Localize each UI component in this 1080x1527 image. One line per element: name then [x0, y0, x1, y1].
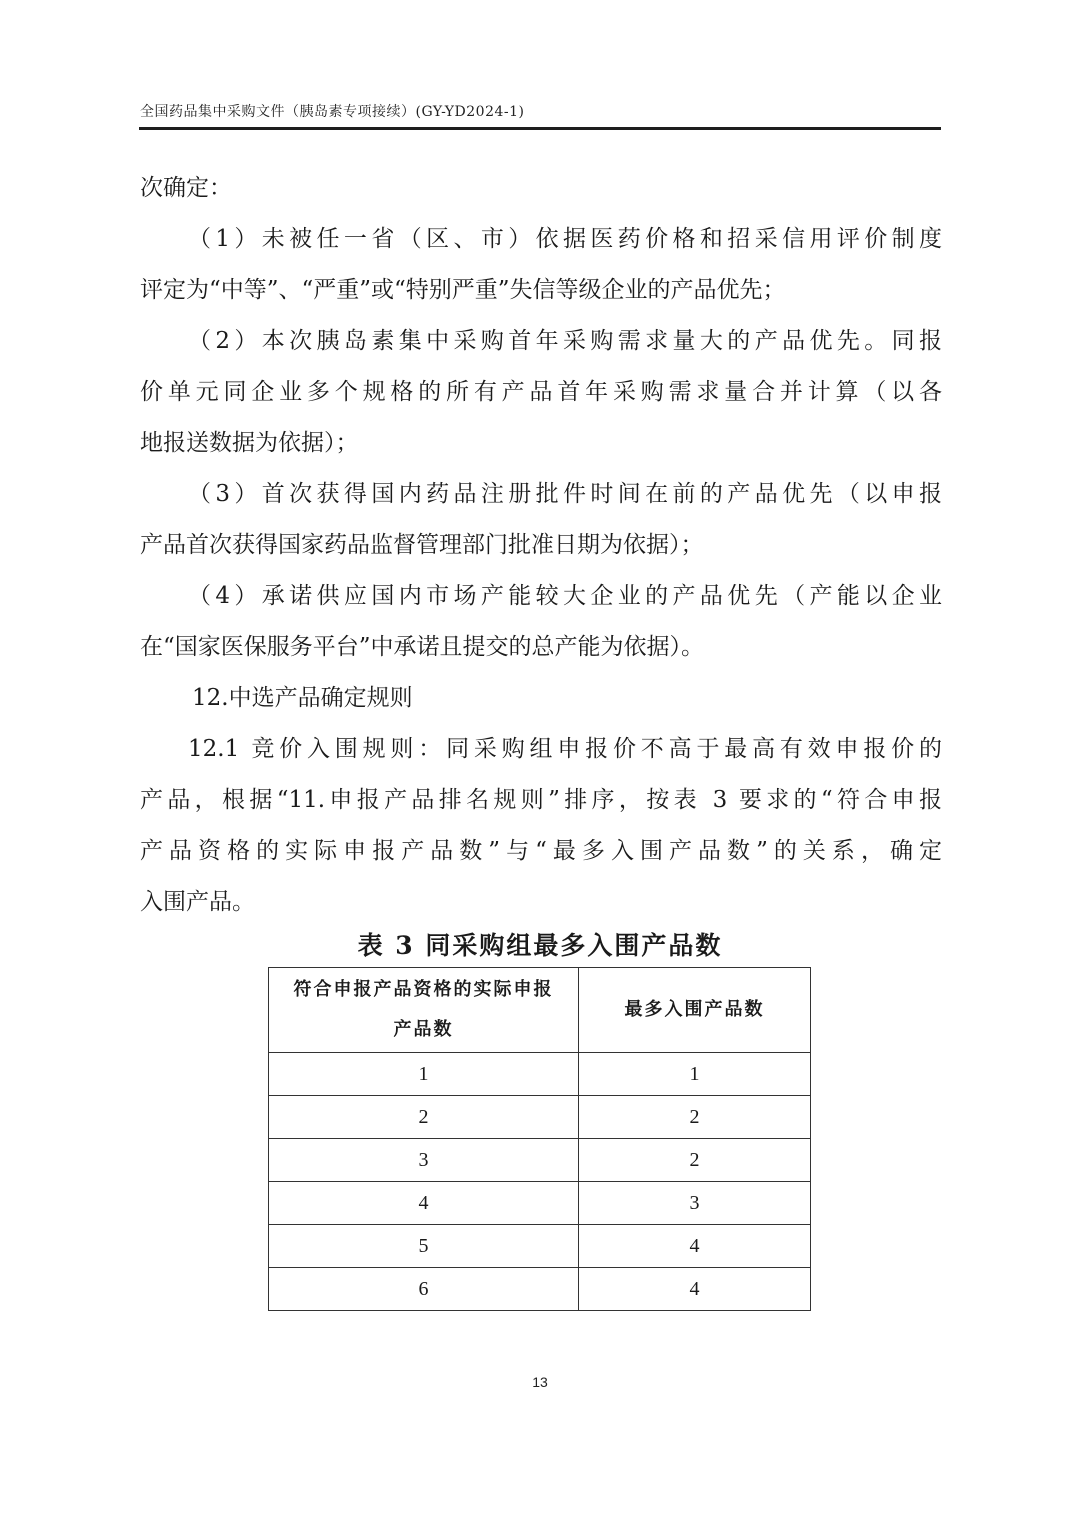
section-heading-12: 12.中选产品确定规则: [192, 685, 413, 711]
header-line: 符合申报产品资格的实际申报: [293, 979, 554, 1000]
header-rule: [139, 127, 941, 130]
document-body: [140, 163, 942, 928]
cell-max-shortlisted: 2: [579, 1139, 811, 1182]
header-line: 产品数: [393, 1019, 454, 1040]
rule-12-1-line-2: 产品，根据“11.申报产品排名规则”排序，按表 3 要求的“符合申报: [140, 787, 942, 813]
cell-actual-count: 2: [269, 1096, 579, 1139]
page-number: 13: [532, 1374, 548, 1390]
cell-actual-count: 6: [269, 1268, 579, 1311]
list-item-1-line-1: （1）未被任一省（区、市）依据医药价格和招采信用评价制度: [188, 226, 942, 252]
table-row: [269, 1225, 811, 1268]
list-item-3-line-2: 产品首次获得国家药品监督管理部门批准日期为依据）；: [140, 532, 704, 558]
cell-actual-count: 4: [269, 1182, 579, 1225]
table-caption: 表 3 同采购组最多入围产品数: [357, 931, 723, 960]
cell-actual-count: 3: [269, 1139, 579, 1182]
cell-max-shortlisted: 3: [579, 1182, 811, 1225]
running-header: 全国药品集中采购文件（胰岛素专项接续）(GY-YD2024-1): [140, 104, 525, 120]
column-header-actual-bid-count: [269, 968, 579, 1053]
rule-12-1-line-4: 入围产品。: [140, 889, 255, 915]
table-header-row: [269, 968, 811, 1053]
table-row: [269, 1139, 811, 1182]
list-item-1-line-2: 评定为“中等”、“严重”或“特别严重”失信等级企业的产品优先；: [140, 277, 786, 303]
column-header-max-shortlisted: 最多入围产品数: [579, 968, 811, 1053]
table-row: [269, 1268, 811, 1311]
cell-max-shortlisted: 4: [579, 1225, 811, 1268]
max-shortlisted-products-table: [268, 967, 811, 1311]
table-row: [269, 1096, 811, 1139]
rule-12-1-line-3: 产品资格的实际申报产品数”与“最多入围产品数”的关系，确定: [140, 838, 942, 864]
rule-12-1-line-1: 12.1 竞价入围规则：同采购组申报价不高于最高有效申报价的: [188, 736, 942, 762]
list-item-4-line-1: （4）承诺供应国内市场产能较大企业的产品优先（产能以企业: [188, 583, 942, 609]
text-line: 次确定：: [140, 175, 232, 201]
list-item-4-line-2: 在“国家医保服务平台”中承诺且提交的总产能为依据）。: [140, 634, 705, 660]
table-row: [269, 1053, 811, 1096]
cell-actual-count: 1: [269, 1053, 579, 1096]
list-item-2-line-1: （2）本次胰岛素集中采购首年采购需求量大的产品优先。同报: [188, 328, 942, 354]
cell-max-shortlisted: 2: [579, 1096, 811, 1139]
list-item-3-line-1: （3）首次获得国内药品注册批件时间在前的产品优先（以申报: [188, 481, 942, 507]
cell-actual-count: 5: [269, 1225, 579, 1268]
cell-max-shortlisted: 1: [579, 1053, 811, 1096]
list-item-2-line-2: 价单元同企业多个规格的所有产品首年采购需求量合并计算（以各: [140, 379, 942, 405]
list-item-2-line-3: 地报送数据为依据）；: [140, 430, 359, 456]
cell-max-shortlisted: 4: [579, 1268, 811, 1311]
table-row: [269, 1182, 811, 1225]
